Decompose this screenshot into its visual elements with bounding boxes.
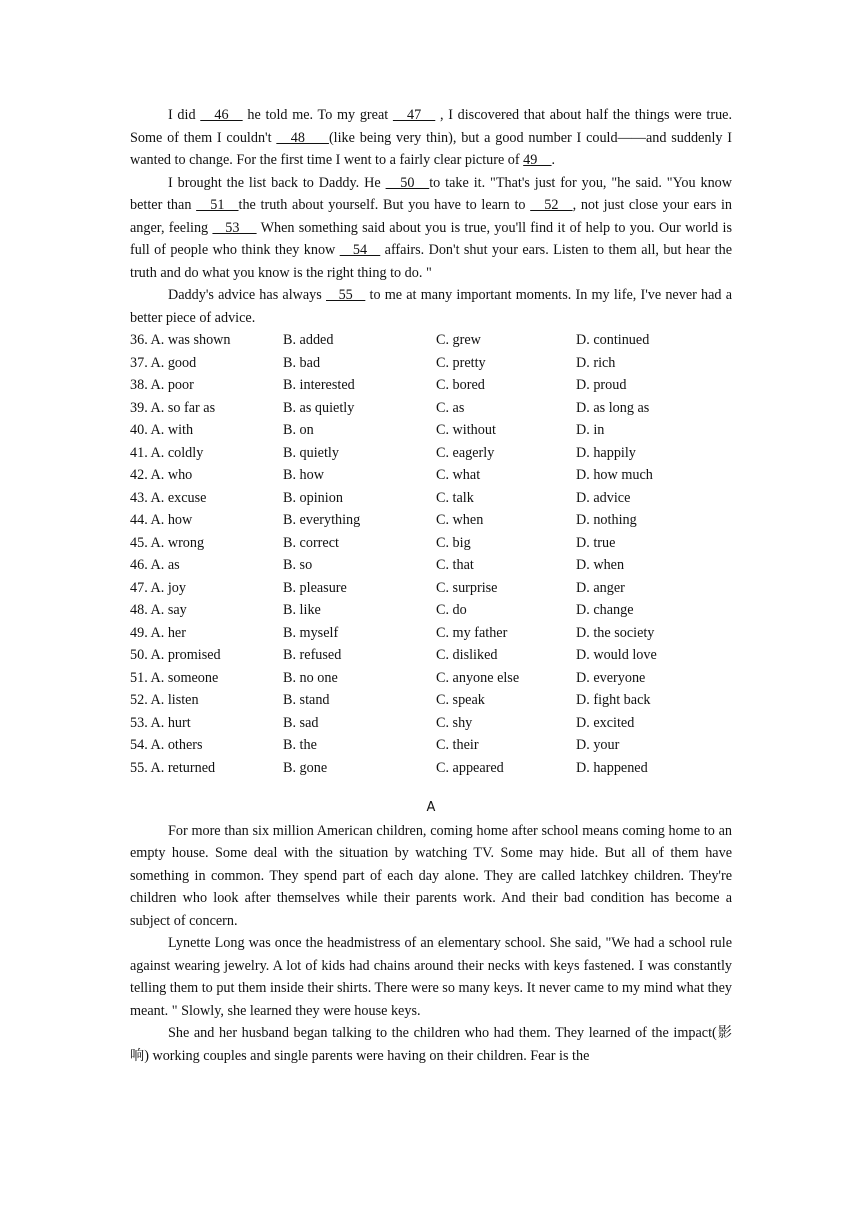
text-run: (like being very thin), but a good number I could——and suddenly I wanted to change. For the first time I went to a fairly clear picture of <box>130 129 732 168</box>
option-c: C. bored <box>436 377 485 393</box>
option-a: 42. A. who <box>130 467 193 483</box>
option-b: B. pleasure <box>283 579 347 596</box>
option-b: B. everything <box>283 512 361 528</box>
option-row <box>130 374 732 397</box>
option-row <box>130 397 732 420</box>
option-c: C. disliked <box>436 647 498 663</box>
option-a: 48. A. say <box>130 602 187 618</box>
option-b: B. how <box>283 467 324 483</box>
section-heading: A <box>426 800 436 815</box>
option-c: C. eagerly <box>436 444 495 461</box>
option-d: D. change <box>576 602 634 618</box>
option-c: C. pretty <box>436 354 486 371</box>
option-d: D. advice <box>576 489 631 506</box>
option-row <box>130 464 732 487</box>
option-b: B. opinion <box>283 489 343 506</box>
option-a: 41. A. coldly <box>130 444 204 461</box>
option-b: B. sad <box>283 714 319 731</box>
option-d: D. would love <box>576 647 657 663</box>
option-b: B. gone <box>283 759 328 776</box>
option-d: D. proud <box>576 377 627 393</box>
option-c: C. grew <box>436 332 481 348</box>
option-c: C. without <box>436 422 496 438</box>
text-run: to take it. "That's just for you, "he said. "You know better than <box>130 174 733 213</box>
option-d: D. rich <box>576 354 616 371</box>
option-row <box>130 532 732 555</box>
option-b: B. quietly <box>283 444 339 461</box>
option-a: 52. A. listen <box>130 692 199 708</box>
option-row <box>130 554 732 577</box>
option-c: C. talk <box>436 489 474 506</box>
option-c: C. shy <box>436 714 473 731</box>
option-d: D. the society <box>576 624 655 641</box>
option-row <box>130 509 732 532</box>
option-a: 47. A. joy <box>130 579 186 596</box>
option-c: C. my father <box>436 624 508 641</box>
option-a: 38. A. poor <box>130 377 194 393</box>
option-a: 39. A. so far as <box>130 399 216 416</box>
option-d: D. true <box>576 534 616 551</box>
blank-51: 51 <box>196 197 239 213</box>
option-d: D. when <box>576 557 625 573</box>
option-row <box>130 442 732 465</box>
reading-paragraph-3: She and her husband began talking to the children who had them. They learned of the impact(影响) working couples and single parents were having on their children. Fear is the <box>130 1025 732 1064</box>
answer-options <box>130 329 732 779</box>
text-run: I did <box>168 107 201 123</box>
reading-paragraph-2: Lynette Long was once the headmistress of an elementary school. She said, "We had a school rule against wearing jewelry. A lot of kids had chains around their necks with keys fastened. I was constantly telling them to put them inside their shirts. There were so many keys. It never came to my mind what they meant. " Slowly, she learned they were house keys. <box>130 935 732 1019</box>
option-a: 54. A. others <box>130 737 203 753</box>
option-a: 49. A. her <box>130 624 186 641</box>
option-a: 36. A. was shown <box>130 332 231 348</box>
option-d: D. nothing <box>576 512 637 528</box>
option-d: D. how much <box>576 467 653 483</box>
option-d: D. happened <box>576 759 648 776</box>
text-run: to me at many important moments. In my life, I've never had a better piece of advice. <box>130 287 733 326</box>
option-row <box>130 622 732 645</box>
option-c: C. as <box>436 399 465 416</box>
option-b: B. the <box>283 737 317 753</box>
option-row <box>130 644 732 667</box>
option-b: B. refused <box>283 647 342 663</box>
text-run: When something said about you is true, you'll find it of help to you. Our world is full of people who think they know <box>130 219 733 258</box>
text-run: the truth about yourself. But you have to learn to <box>238 197 531 213</box>
option-b: B. added <box>283 332 334 348</box>
option-row <box>130 757 732 780</box>
option-b: B. so <box>283 557 313 573</box>
option-c: C. speak <box>436 692 485 708</box>
text-run: Daddy's advice has always <box>168 287 326 303</box>
blank-55: 55 <box>326 287 366 303</box>
text-run: , I discovered that about half the things were true. Some of them I couldn't <box>130 107 733 146</box>
reading-paragraph-1: For more than six million American children, coming home after school means coming home to an empty house. Some deal with the situation by watching TV. Some may hide. But all of them have something in common. They spend part of each day alone. They are called latchkey children. They're children who look after themselves while their parents work. And their bad condition has become a subject of concern. <box>130 822 732 929</box>
option-c: C. their <box>436 737 479 753</box>
option-row <box>130 419 732 442</box>
blank-48: 48 <box>276 129 329 146</box>
option-c: C. do <box>436 602 467 618</box>
text-run: I brought the list back to Daddy. He <box>168 174 386 191</box>
option-b: B. like <box>283 602 321 618</box>
option-a: 50. A. promised <box>130 647 221 663</box>
blank-50: 50 <box>385 174 430 191</box>
option-row <box>130 352 732 375</box>
option-b: B. as quietly <box>283 399 355 416</box>
text-run: affairs. Don't shut your ears. Listen to them all, but hear the truth and do what you know is the right thing to do. " <box>130 242 733 281</box>
blank-52: 52 <box>530 197 573 213</box>
option-row <box>130 734 732 757</box>
option-b: B. bad <box>283 354 321 371</box>
option-b: B. interested <box>283 377 355 393</box>
option-a: 51. A. someone <box>130 669 219 686</box>
blank-53: 53 <box>212 219 257 236</box>
option-row <box>130 487 732 510</box>
option-d: D. fight back <box>576 692 651 708</box>
option-d: D. in <box>576 422 605 438</box>
option-row <box>130 329 732 352</box>
option-c: C. appeared <box>436 759 504 776</box>
option-d: D. happily <box>576 444 636 461</box>
option-b: B. correct <box>283 534 339 551</box>
option-a: 45. A. wrong <box>130 534 205 551</box>
option-row <box>130 599 732 622</box>
text-run: , not just close your ears in anger, feeling <box>130 197 732 236</box>
option-a: 44. A. how <box>130 512 193 528</box>
option-d: D. continued <box>576 332 650 348</box>
option-row <box>130 667 732 690</box>
blank-54: 54 <box>339 242 381 258</box>
blank-47: 47 <box>392 107 436 123</box>
passage-paragraph-2 <box>130 172 732 285</box>
option-c: C. anyone else <box>436 669 520 686</box>
option-row <box>130 577 732 600</box>
option-b: B. no one <box>283 669 338 686</box>
document-page <box>130 104 732 1067</box>
option-d: D. your <box>576 737 620 753</box>
option-b: B. on <box>283 422 314 438</box>
option-d: D. excited <box>576 714 635 731</box>
option-a: 53. A. hurt <box>130 714 191 731</box>
blank-49: 49 <box>523 152 552 168</box>
option-c: C. that <box>436 557 474 573</box>
passage-paragraph-1 <box>130 104 732 172</box>
text-run: he told me. To my great <box>242 107 393 123</box>
text-run: . <box>551 152 556 168</box>
option-c: C. when <box>436 512 484 528</box>
option-b: B. myself <box>283 624 339 641</box>
option-a: 55. A. returned <box>130 759 216 776</box>
option-row <box>130 712 732 735</box>
option-d: D. everyone <box>576 669 646 686</box>
option-d: D. as long as <box>576 399 650 416</box>
option-c: C. what <box>436 467 481 483</box>
passage-paragraph-3 <box>130 284 732 329</box>
option-a: 43. A. excuse <box>130 489 207 506</box>
option-c: C. big <box>436 534 471 551</box>
option-b: B. stand <box>283 692 330 708</box>
blank-46: 46 <box>200 107 243 123</box>
option-a: 40. A. with <box>130 422 194 438</box>
option-a: 37. A. good <box>130 354 197 371</box>
option-row <box>130 689 732 712</box>
option-c: C. surprise <box>436 579 498 596</box>
option-a: 46. A. as <box>130 557 180 573</box>
option-d: D. anger <box>576 579 625 596</box>
